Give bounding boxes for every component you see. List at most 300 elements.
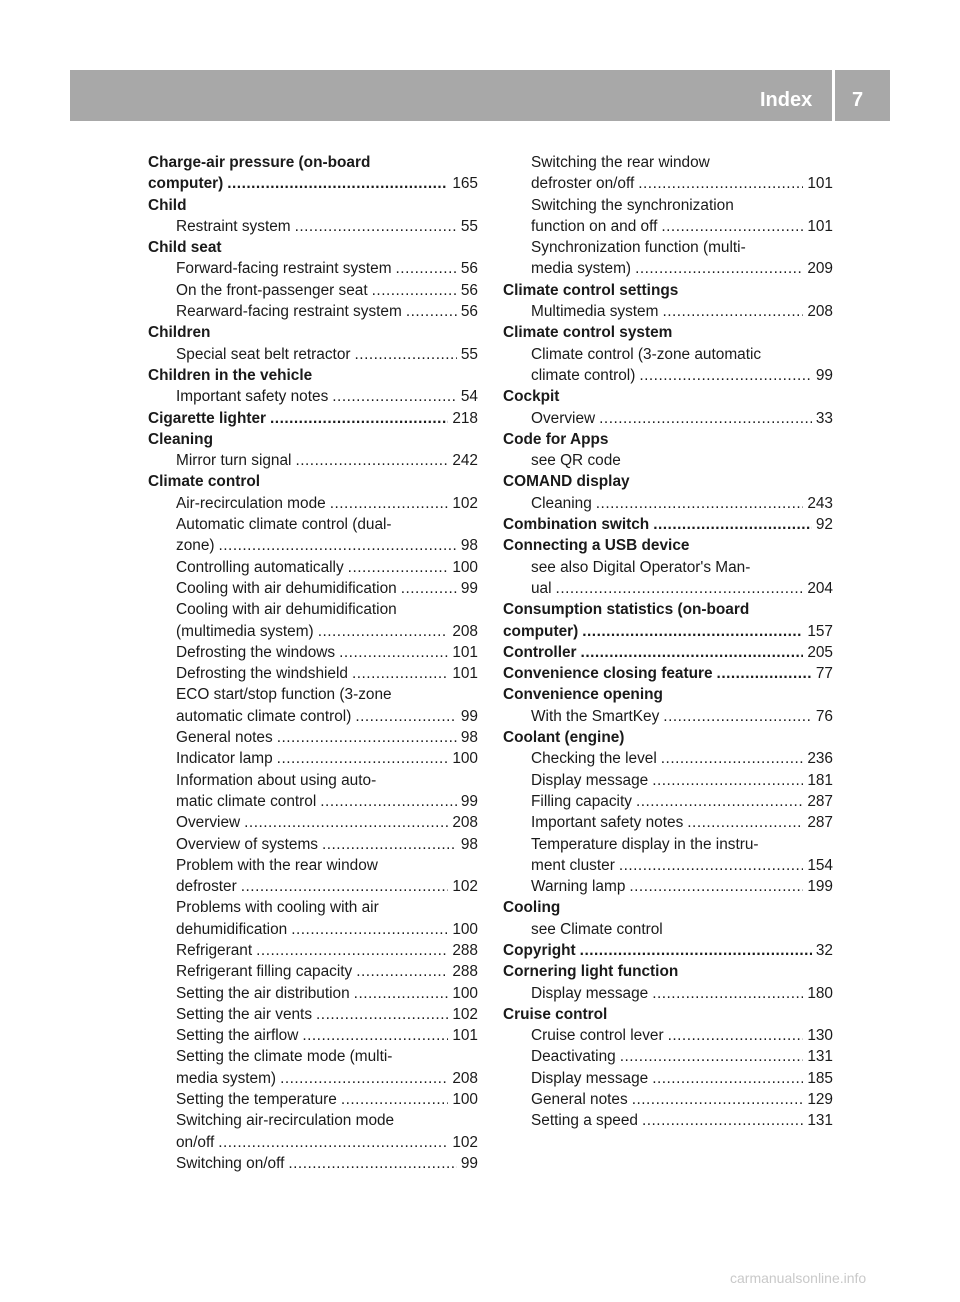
entry-text: Switching air-recirculation mode xyxy=(176,1112,395,1130)
page-reference: 131 xyxy=(807,1112,833,1130)
index-column-left xyxy=(148,152,478,1174)
index-subentry xyxy=(148,791,478,812)
dot-leader xyxy=(354,983,449,1004)
dot-leader xyxy=(661,748,804,769)
page-reference: 100 xyxy=(452,920,478,938)
entry-text: General notes xyxy=(176,729,273,747)
dot-leader xyxy=(556,578,804,599)
index-heading xyxy=(148,173,478,194)
entry-text: media system) xyxy=(176,1069,277,1087)
index-subentry xyxy=(503,344,833,365)
entry-text: computer) xyxy=(503,622,579,640)
entry-text: zone) xyxy=(176,537,215,555)
page-reference: 99 xyxy=(460,792,478,810)
page-reference: 98 xyxy=(460,537,478,555)
index-subentry xyxy=(148,940,478,961)
page-reference: 185 xyxy=(807,1069,833,1087)
page-reference: 199 xyxy=(807,878,833,896)
page-reference: 154 xyxy=(807,856,833,874)
entry-text: automatic climate control) xyxy=(176,707,352,725)
index-heading xyxy=(503,535,833,556)
dot-leader xyxy=(717,663,812,684)
dot-leader xyxy=(270,408,448,429)
page-reference: 100 xyxy=(452,750,478,768)
dot-leader xyxy=(322,834,457,855)
entry-text: computer) xyxy=(148,175,224,193)
entry-text: Restraint system xyxy=(176,217,291,235)
entry-text: see QR code xyxy=(531,452,621,470)
page-reference: 102 xyxy=(452,878,478,896)
dot-leader xyxy=(280,1068,448,1089)
index-heading xyxy=(503,684,833,705)
page-reference: 180 xyxy=(807,984,833,1002)
index-heading xyxy=(503,280,833,301)
entry-text: Defrosting the windshield xyxy=(176,665,348,683)
entry-text: Synchronization function (multi- xyxy=(531,239,746,257)
entry-text: Setting the airflow xyxy=(176,1027,299,1045)
page-reference: 287 xyxy=(807,814,833,832)
entry-text: Temperature display in the instru- xyxy=(531,835,759,853)
index-subentry xyxy=(503,748,833,769)
dot-leader xyxy=(219,535,457,556)
entry-text: Problems with cooling with air xyxy=(176,899,379,917)
page-reference: 218 xyxy=(452,409,478,427)
entry-text: ECO start/stop function (3-zone xyxy=(176,686,392,704)
page-reference: 92 xyxy=(815,516,833,534)
entry-text: Convenience opening xyxy=(503,686,663,704)
dot-leader xyxy=(580,940,812,961)
entry-text: Air-recirculation mode xyxy=(176,494,326,512)
page-reference: 76 xyxy=(815,707,833,725)
page-reference: 100 xyxy=(452,1091,478,1109)
entry-text: climate control) xyxy=(531,366,636,384)
entry-text: Coolant (engine) xyxy=(503,729,625,747)
entry-text: Copyright xyxy=(503,941,576,959)
entry-text: Indicator lamp xyxy=(176,750,273,768)
entry-text: Overview xyxy=(531,409,596,427)
index-subentry xyxy=(148,684,478,705)
entry-text: Important safety notes xyxy=(176,388,329,406)
index-subentry xyxy=(503,450,833,471)
index-subentry xyxy=(148,961,478,982)
index-subentry xyxy=(148,748,478,769)
index-subentry xyxy=(503,408,833,429)
index-heading xyxy=(503,514,833,535)
index-subentry xyxy=(148,1025,478,1046)
page-reference: 209 xyxy=(807,260,833,278)
page-reference: 33 xyxy=(815,409,833,427)
dot-leader xyxy=(291,919,448,940)
index-subentry xyxy=(148,621,478,642)
entry-text: Switching the synchronization xyxy=(531,196,734,214)
entry-text: Overview xyxy=(176,814,241,832)
dot-leader xyxy=(632,1089,804,1110)
page-reference: 102 xyxy=(452,1133,478,1151)
entry-text: Setting the air vents xyxy=(176,1005,313,1023)
page-reference: 99 xyxy=(460,579,478,597)
dot-leader xyxy=(318,621,449,642)
index-subentry xyxy=(148,386,478,407)
index-subentry xyxy=(148,897,478,918)
index-subentry xyxy=(148,727,478,748)
index-subentry xyxy=(148,706,478,727)
index-subentry xyxy=(148,301,478,322)
entry-text: Mirror turn signal xyxy=(176,452,292,470)
page-reference: 100 xyxy=(452,984,478,1002)
entry-text: function on and off xyxy=(531,217,658,235)
entry-text: Combination switch xyxy=(503,516,650,534)
dot-leader xyxy=(288,1153,457,1174)
index-heading xyxy=(503,621,833,642)
page-reference: 54 xyxy=(460,388,478,406)
dot-leader xyxy=(668,1025,804,1046)
page-reference: 56 xyxy=(460,281,478,299)
entry-text: Cleaning xyxy=(531,494,592,512)
index-subentry xyxy=(503,834,833,855)
index-subentry xyxy=(503,493,833,514)
page-reference: 99 xyxy=(460,707,478,725)
index-subentry xyxy=(503,876,833,897)
dot-leader xyxy=(295,216,457,237)
index-heading xyxy=(503,940,833,961)
index-subentry xyxy=(148,450,478,471)
dot-leader xyxy=(316,1004,448,1025)
index-subentry xyxy=(148,578,478,599)
page-reference: 101 xyxy=(807,217,833,235)
index-heading xyxy=(503,386,833,407)
entry-text: Convenience closing feature xyxy=(503,665,713,683)
page-reference: 129 xyxy=(807,1091,833,1109)
index-subentry xyxy=(148,642,478,663)
entry-text: Refrigerant filling capacity xyxy=(176,963,353,981)
index-heading xyxy=(503,727,833,748)
entry-text: Special seat belt retractor xyxy=(176,345,351,363)
index-subentry xyxy=(503,557,833,578)
page-reference: 208 xyxy=(807,303,833,321)
page-reference: 99 xyxy=(815,366,833,384)
page-reference: 288 xyxy=(452,963,478,981)
page-reference: 98 xyxy=(460,835,478,853)
page-reference: 101 xyxy=(452,1027,478,1045)
dot-leader xyxy=(620,1046,804,1067)
index-subentry xyxy=(503,791,833,812)
page-reference: 157 xyxy=(807,622,833,640)
index-heading xyxy=(503,322,833,343)
index-subentry xyxy=(148,855,478,876)
index-subentry xyxy=(503,983,833,1004)
page-reference: 181 xyxy=(807,771,833,789)
index-heading xyxy=(148,322,478,343)
index-subentry xyxy=(148,1110,478,1131)
index-subentry xyxy=(503,1089,833,1110)
dot-leader xyxy=(320,791,457,812)
dot-leader xyxy=(642,1110,803,1131)
page-reference: 242 xyxy=(452,452,478,470)
entry-text: Connecting a USB device xyxy=(503,537,690,555)
dot-leader xyxy=(339,642,448,663)
page-reference: 165 xyxy=(452,175,478,193)
dot-leader xyxy=(638,173,803,194)
index-subentry xyxy=(148,770,478,791)
page-reference: 101 xyxy=(452,665,478,683)
page-reference: 205 xyxy=(807,643,833,661)
page-reference: 243 xyxy=(807,494,833,512)
entry-text: Setting the temperature xyxy=(176,1091,337,1109)
index-subentry xyxy=(503,237,833,258)
index-subentry xyxy=(148,1132,478,1153)
index-subentry xyxy=(148,535,478,556)
index-subentry xyxy=(148,812,478,833)
index-subentry xyxy=(503,578,833,599)
dot-leader xyxy=(629,876,803,897)
entry-text: dehumidification xyxy=(176,920,288,938)
page-reference: 100 xyxy=(452,558,478,576)
entry-text: Cooling with air dehumidification xyxy=(176,601,397,619)
index-subentry xyxy=(148,1004,478,1025)
entry-text: Cooling with air dehumidification xyxy=(176,579,397,597)
page-reference: 131 xyxy=(807,1048,833,1066)
index-subentry xyxy=(148,1153,478,1174)
dot-leader xyxy=(661,216,803,237)
entry-text: ual xyxy=(531,579,552,597)
entry-text: Controller xyxy=(503,643,577,661)
dot-leader xyxy=(302,1025,448,1046)
index-subentry xyxy=(503,258,833,279)
dot-leader xyxy=(256,940,448,961)
dot-leader xyxy=(663,706,812,727)
index-subentry xyxy=(503,855,833,876)
page-reference: 56 xyxy=(460,260,478,278)
index-subentry xyxy=(148,280,478,301)
index-subentry xyxy=(148,663,478,684)
dot-leader xyxy=(401,578,457,599)
page-reference: 55 xyxy=(460,217,478,235)
page-reference: 99 xyxy=(460,1154,478,1172)
index-subentry xyxy=(503,1068,833,1089)
entry-text: Checking the level xyxy=(531,750,657,768)
entry-text: defroster on/off xyxy=(531,175,635,193)
dot-leader xyxy=(652,1068,803,1089)
entry-text: Display message xyxy=(531,984,649,1002)
dot-leader xyxy=(581,642,804,663)
index-heading xyxy=(503,663,833,684)
entry-text: Filling capacity xyxy=(531,792,632,810)
index-subentry xyxy=(503,301,833,322)
entry-text: Setting the climate mode (multi- xyxy=(176,1048,393,1066)
index-subentry xyxy=(503,216,833,237)
entry-text: (multimedia system) xyxy=(176,622,314,640)
index-subentry xyxy=(148,258,478,279)
index-subentry xyxy=(148,344,478,365)
page-reference: 288 xyxy=(452,941,478,959)
index-heading xyxy=(148,365,478,386)
index-heading xyxy=(503,599,833,620)
index-subentry xyxy=(503,1025,833,1046)
entry-text: Climate control settings xyxy=(503,281,679,299)
dot-leader xyxy=(639,365,812,386)
index-subentry xyxy=(503,365,833,386)
entry-text: Warning lamp xyxy=(531,878,626,896)
entry-text: defroster xyxy=(176,878,237,896)
watermark: carmanualsonline.info xyxy=(730,1270,867,1286)
entry-text: Problem with the rear window xyxy=(176,856,378,874)
entry-text: Setting a speed xyxy=(531,1112,638,1130)
entry-text: Defrosting the windows xyxy=(176,643,336,661)
entry-text: Cleaning xyxy=(148,430,213,448)
index-subentry xyxy=(148,216,478,237)
dot-leader xyxy=(332,386,457,407)
index-subentry xyxy=(503,1046,833,1067)
dot-leader xyxy=(636,791,803,812)
dot-leader xyxy=(355,344,457,365)
page-reference: 32 xyxy=(815,941,833,959)
page-reference: 101 xyxy=(452,643,478,661)
entry-text: Cruise control lever xyxy=(531,1027,664,1045)
dot-leader xyxy=(396,258,457,279)
entry-text: General notes xyxy=(531,1091,628,1109)
dot-leader xyxy=(352,663,448,684)
index-subentry xyxy=(148,493,478,514)
index-heading xyxy=(148,429,478,450)
entry-text: Automatic climate control (dual- xyxy=(176,516,392,534)
index-heading xyxy=(503,471,833,492)
entry-text: Multimedia system xyxy=(531,303,659,321)
index-heading xyxy=(503,429,833,450)
index-column-right xyxy=(503,152,833,1132)
entry-text: Child seat xyxy=(148,239,222,257)
entry-text: matic climate control xyxy=(176,792,317,810)
entry-text: With the SmartKey xyxy=(531,707,660,725)
index-subentry xyxy=(503,706,833,727)
entry-text: Forward-facing restraint system xyxy=(176,260,392,278)
index-subentry xyxy=(503,770,833,791)
entry-text: Climate control (3-zone automatic xyxy=(531,345,762,363)
page-reference: 77 xyxy=(815,665,833,683)
page-reference: 208 xyxy=(452,814,478,832)
index-heading xyxy=(503,1004,833,1025)
dot-leader xyxy=(355,706,457,727)
dot-leader xyxy=(653,514,812,535)
dot-leader xyxy=(619,855,803,876)
dot-leader xyxy=(406,301,457,322)
entry-text: Overview of systems xyxy=(176,835,318,853)
index-heading xyxy=(503,897,833,918)
page-reference: 208 xyxy=(452,1069,478,1087)
page-reference: 56 xyxy=(460,303,478,321)
entry-text: Setting the air distribution xyxy=(176,984,350,1002)
entry-text: COMAND display xyxy=(503,473,630,491)
entry-text: see Climate control xyxy=(531,920,663,938)
dot-leader xyxy=(687,812,803,833)
index-subentry xyxy=(148,919,478,940)
dot-leader xyxy=(662,301,803,322)
page-reference: 208 xyxy=(452,622,478,640)
page-reference: 287 xyxy=(807,792,833,810)
entry-text: Switching on/off xyxy=(176,1154,285,1172)
page-reference: 55 xyxy=(460,345,478,363)
index-subentry xyxy=(148,876,478,897)
dot-leader xyxy=(596,493,804,514)
dot-leader xyxy=(582,621,803,642)
index-subentry xyxy=(148,599,478,620)
index-subentry xyxy=(148,1068,478,1089)
index-subentry xyxy=(148,834,478,855)
index-subentry xyxy=(503,152,833,173)
entry-text: Display message xyxy=(531,771,649,789)
entry-text: on/off xyxy=(176,1133,215,1151)
entry-text: Climate control system xyxy=(503,324,673,342)
dot-leader xyxy=(244,812,448,833)
dot-leader xyxy=(356,961,448,982)
entry-text: Cornering light function xyxy=(503,963,679,981)
dot-leader xyxy=(652,983,803,1004)
page-reference: 102 xyxy=(452,494,478,512)
index-subentry xyxy=(503,919,833,940)
dot-leader xyxy=(227,173,448,194)
entry-text: Information about using auto- xyxy=(176,771,377,789)
index-heading xyxy=(148,471,478,492)
entry-text: Rearward-facing restraint system xyxy=(176,303,402,321)
dot-leader xyxy=(218,1132,448,1153)
dot-leader xyxy=(277,727,457,748)
entry-text: media system) xyxy=(531,260,632,278)
dot-leader xyxy=(635,258,803,279)
index-heading xyxy=(148,237,478,258)
entry-text: Climate control xyxy=(148,473,261,491)
page-number: 7 xyxy=(852,89,864,111)
index-subentry xyxy=(148,557,478,578)
entry-text: Deactivating xyxy=(531,1048,616,1066)
dot-leader xyxy=(348,557,449,578)
index-heading xyxy=(148,152,478,173)
entry-text: Child xyxy=(148,196,187,214)
entry-text: Switching the rear window xyxy=(531,154,710,171)
index-subentry xyxy=(148,1089,478,1110)
page-reference: 130 xyxy=(807,1027,833,1045)
index-subentry xyxy=(148,514,478,535)
entry-text: Cruise control xyxy=(503,1005,608,1023)
entry-text: Charge-air pressure (on-board xyxy=(148,154,371,171)
entry-text: Display message xyxy=(531,1069,649,1087)
dot-leader xyxy=(652,770,803,791)
entry-text: Code for Apps xyxy=(503,430,609,448)
entry-text: Cockpit xyxy=(503,388,560,406)
index-heading xyxy=(503,961,833,982)
dot-leader xyxy=(330,493,449,514)
index-subentry xyxy=(148,1046,478,1067)
dot-leader xyxy=(599,408,812,429)
page-reference: 236 xyxy=(807,750,833,768)
index-subentry xyxy=(503,1110,833,1131)
entry-text: Cooling xyxy=(503,899,561,917)
index-heading xyxy=(503,642,833,663)
dot-leader xyxy=(341,1089,448,1110)
index-subentry xyxy=(503,173,833,194)
dot-leader xyxy=(241,876,449,897)
entry-text: Children in the vehicle xyxy=(148,366,313,384)
index-subentry xyxy=(503,195,833,216)
dot-leader xyxy=(372,280,457,301)
entry-text: Controlling automatically xyxy=(176,558,344,576)
entry-text: Important safety notes xyxy=(531,814,684,832)
index-subentry xyxy=(503,812,833,833)
page-reference: 98 xyxy=(460,729,478,747)
entry-text: Consumption statistics (on-board xyxy=(503,601,750,619)
entry-text: Cigarette lighter xyxy=(148,409,267,427)
entry-text: Children xyxy=(148,324,211,342)
dot-leader xyxy=(295,450,448,471)
page-reference: 101 xyxy=(807,175,833,193)
